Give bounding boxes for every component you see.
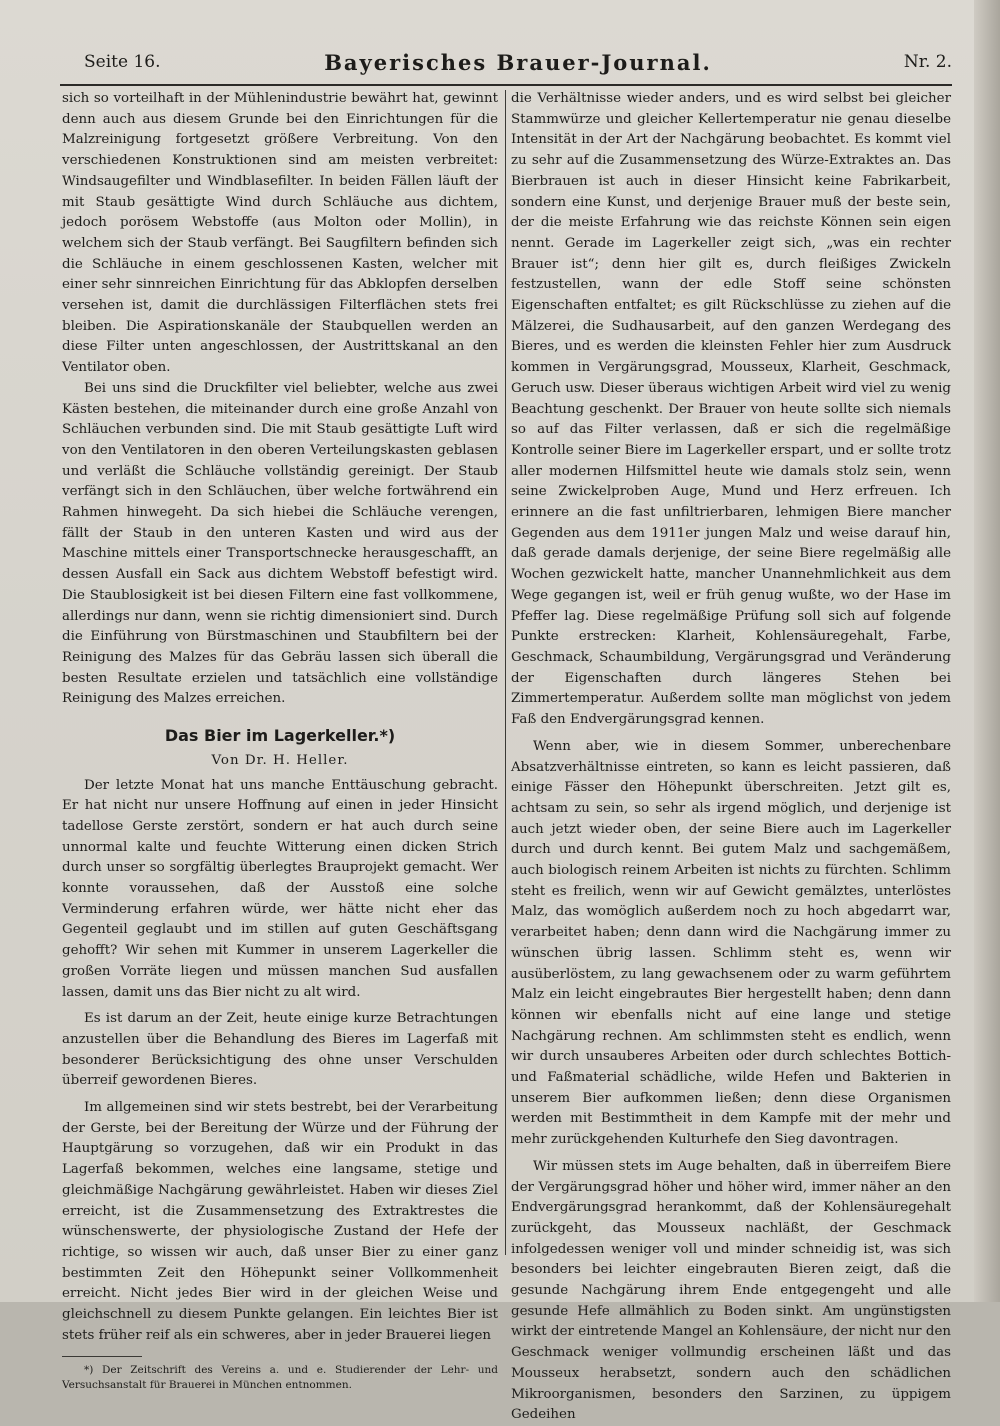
- left-column: [62, 89, 498, 1393]
- paragraph: die Verhältnisse wieder anders, und es wird selbst bei gleicher Stammwürze und gleicher Kellertemperatur nie genau dieselbe Intensität in der Art der Nachgärung beobachtet. Es kommt viel zu sehr auf die Zusammensetzung des Würze-Extraktes an. Das Bierbrauen ist auch in dieser Hinsicht keine Fabrikarbeit, sondern eine Kunst, und derjenige Brauer muß der beste sein, der die meiste Erfahrung wie das reichste Können sein eigen nennt. Gerade im Lagerkeller zeigt sich, „was ein rechter Brauer ist“; denn hier gilt es, durch fleißiges Zwickeln festzustellen, wann der edle Stoff seine schönsten Eigenschaften entfaltet; es gilt Rückschlüsse zu ziehen auf die Mälzerei, die Sudhausarbeit, auf den ganzen Werdegang des Bieres, und es werden die kleinsten Fehler hier zum Ausdruck kommen in Vergärungsgrad, Mousseux, Klarheit, Geschmack, Geruch usw. Dieser überaus wichtigen Arbeit wird viel zu wenig Beachtung geschenkt. Der Brauer von heute sollte sich niemals so auf das Filter verlassen, daß er sich die regelmäßige Kontrolle seiner Biere im Lagerkeller erspart, und er sollte trotz aller modernen Hilfsmittel heute wie damals stolz sein, wenn seine Zwickelproben Auge, Mund und Herz erfreuen. Ich erinnere an die fast unfiltrierbaren, lehmigen Biere mancher Gegenden aus dem 1911er jungen Malz und weise darauf hin, daß gerade damals derjenige, der seine Biere regelmäßig alle Wochen gezwickelt hatte, mancher Unannehmlichkeit aus dem Wege gegangen ist, weil er früh genug wußte, wo der Hase im Pfeffer lag. Diese regelmäßige Prüfung soll sich auf folgende Punkte erstrecken: Klarheit, Kohlensäuregehalt, Farbe, Geschmack, Schaumbildung, Vergärungsgrad und Veränderung der Eigenschaften durch längeres Stehen bei Zimmertemperatur. Außerdem sollte man möglichst von jedem Faß den Endvergärungsgrad kennen.: [511, 91, 951, 728]
- page-header: [84, 50, 952, 80]
- paragraph: Wir müssen stets im Auge behalten, daß in überreifem Biere der Vergärungsgrad höher und höher wird, immer näher an den Endvergärungsgrad herankommt, daß der Kohlensäuregehalt zurückgeht, das Mousseux nachläßt, der Geschmack infolgedessen weniger voll und minder schneidig ist, was sich besonders bei leichter eingebrauten Bieren zeigt, daß die gesunde Nachgärung ihrem Ende entgegengeht und alle gesunde Hefe allmählich zu Boden sinkt. Am ungünstigsten wirkt der eintretende Mangel an Kohlensäure, der nicht nur den Geschmack weniger vollmundig erscheinen läßt und das Mousseux herabsetzt, sondern auch den schädlichen Mikroorganismen, besonders den Sarzinen, zu üppigem Gedeihen: [511, 1158, 951, 1423]
- paragraph: Der letzte Monat hat uns manche Enttäuschung gebracht. Er hat nicht nur unsere Hoffnung auf einen in jeder Hinsicht tadellose Gerste zerstört, sondern er hat auch durch seine unnormal kalte und feuchte Witterung einen dicken Strich durch unser so sorgfältig überlegtes Brauprojekt gemacht. Wer konnte voraussehen, daß der Ausstoß eine solche Verminderung erfahren würde, wer hätte nicht eher das Gegenteil geglaubt und im stillen auf guten Geschäftsgang gehofft? Wir sehen mit Kummer in unserem Lagerkeller die großen Vorräte liegen und müssen manchen Sud ausfallen lassen, damit uns das Bier nicht zu alt wird.: [62, 777, 498, 1000]
- page-number-label: Seite 16.: [84, 52, 161, 72]
- paragraph: Im allgemeinen sind wir stets bestrebt, bei der Verarbeitung der Gerste, bei der Bereitung der Würze und der Führung der Hauptgärung so vorzugehen, daß wir ein Produkt in das Lagerfaß bekommen, welches eine langsame, stetige und gleichmäßige Nachgärung gewährleistet. Haben wir dieses Ziel erreicht, ist die Zusammensetzung des Extraktrestes die wünschenswerte, der physiologische Zustand der Hefe der richtige, so wissen wir auch, daß unser Bier zu einer ganz bestimmten Zeit den Höhepunkt seiner Vollkommenheit erreicht. Nicht jedes Bier wird in der gleichen Weise und gleichschnell zu diesem Punkte gelangen. Ein leichtes Bier ist stets früher reif als ein schweres, aber in jeder Brauerei liegen: [62, 1100, 498, 1343]
- footnote: *) Der Zeitschrift des Vereins a. und e. Studierender der Lehr- und Versuchsanstalt für Brauerei in München entnommen.: [62, 1364, 498, 1392]
- article-author: Von Dr. H. Heller.: [211, 752, 349, 768]
- page-edge-shadow: [974, 0, 1000, 1302]
- issue-number: Nr. 2.: [903, 52, 952, 72]
- footnote-rule: [62, 1356, 142, 1357]
- paragraph: Bei uns sind die Druckfilter viel beliebter, welche aus zwei Kästen bestehen, die miteinander durch eine große Anzahl von Schläuchen verbunden sind. Die mit Staub gesättigte Luft wird von den Ventilatoren in den oberen Verteilungskasten geblasen und verläßt die Schläuche vollständig gereinigt. Der Staub verfängt sich in den Schläuchen, über welche fortwährend ein Rahmen hinwegeht. Da sich hiebei die Schläuche verengen, fällt der Staub in den unteren Kasten und wird aus der Maschine mittels einer Transportschnecke herausgeschafft, an dessen Ausfall ein Sack aus dichtem Webstoff befestigt wird. Die Staublosigkeit ist bei diesen Filtern eine fast vollkommene, allerdings nur dann, wenn sie richtig dimensioniert sind. Durch die Einführung von Bürstmaschinen und Staubfiltern bei der Reinigung des Malzes für das Gebräu lassen sich überall die besten Resultate erzielen und tatsächlich eine vollständige Reinigung des Malzes erreichen.: [62, 380, 498, 707]
- column-divider: [505, 90, 506, 1255]
- header-rule: [60, 84, 952, 86]
- article-title: Das Bier im Lagerkeller.*): [164, 726, 396, 746]
- paragraph: Es ist darum an der Zeit, heute einige kurze Betrachtungen anzustellen über die Behandlung des Bieres im Lagerfaß mit besonderer Berücksichtigung des ohne unser Verschulden überreif gewordenen Bieres.: [62, 1011, 498, 1089]
- right-column: [511, 89, 951, 1426]
- journal-title: Bayerisches Brauer-Journal.: [324, 50, 712, 75]
- paragraph: sich so vorteilhaft in der Mühlenindustrie bewährt hat, gewinnt denn auch aus diesem Grunde bei den Einrichtungen für die Malzreinigung fortgesetzt größere Verbreitung. Von den verschiedenen Konstruktionen sind am meisten verbreitet: Windsaugefilter und Windblasefilter. In beiden Fällen läuft der mit Staub gesättigte Wind durch Schläuche aus dichtem, jedoch porösem Webstoffe (aus Molton oder Mollin), in welchem sich der Staub verfängt. Bei Saugfiltern befinden sich die Schläuche in einem geschlossenen Kasten, welcher mit einer sehr sinnreichen Einrichtung für das Abklopfen derselben versehen ist, damit die durchlässigen Filterflächen stets frei bleiben. Die Aspirationskanäle der Staubquellen werden an diese Filter unten angeschlossen, der Austrittskanal an den Ventilator oben.: [62, 91, 498, 376]
- paragraph: Wenn aber, wie in diesem Sommer, unberechenbare Absatzverhältnisse eintreten, so kann es leicht passieren, daß einige Fässer den Höhepunkt überschreiten. Jetzt gilt es, achtsam zu sein, so sehr als irgend möglich, und derjenige ist auch jetzt wieder oben, der seine Biere auch im Lagerkeller durch und durch kennt. Bei gutem Malz und sachgemäßem, auch biologisch reinem Arbeiten ist nichts zu fürchten. Schlimm steht es freilich, wenn wir auf Gewicht gemälztes, unterlöstes Malz, das womöglich außerdem noch zu hoch abgedarrt war, verarbeitet haben; denn dann wird die Nachgärung immer zu wünschen übrig lassen. Schlimm steht es, wenn wir ausüberlöstem, zu lang gewachsenem oder zu warm geführtem Malz ein leicht eingebrautes Bier hergestellt haben; denn dann können wir ebenfalls nicht auf eine lange und stetige Nachgärung rechnen. Am schlimmsten steht es endlich, wenn wir durch unsauberes Arbeiten oder durch schlechtes Bottich- und Faßmaterial schädliche, wilde Hefen und Bakterien in unserem Bier aufkommen ließen; denn diese Organismen werden mit Bestimmtheit in dem Kampfe mit der mehr und mehr zurückgehenden Kulturhefe den Sieg davontragen.: [511, 738, 951, 1148]
